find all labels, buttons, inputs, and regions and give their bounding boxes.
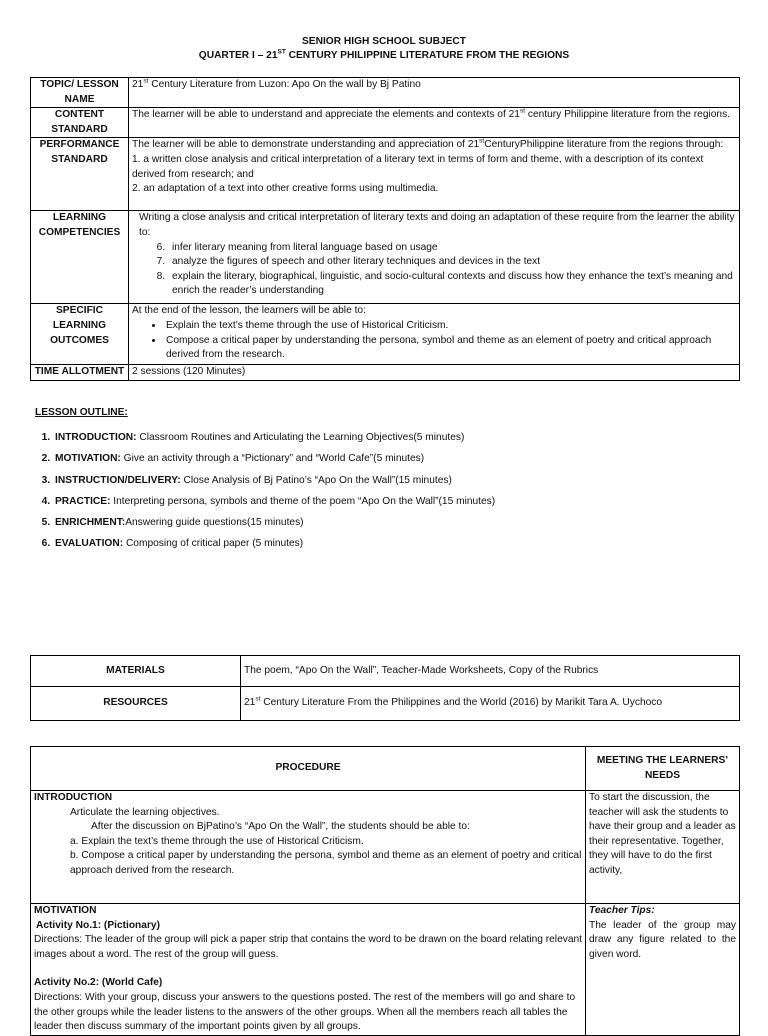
competencies-value	[129, 211, 740, 304]
procedure-table	[30, 746, 740, 1036]
outcome-item: • Explain the text’s theme through the use of Historical Criticism.	[164, 319, 736, 334]
activity2-directions: Directions: With your group, discuss your answers to the questions posted. The rest of the members will go and share to the other groups while the leader listens to the answers of the other groups. When all the members reach all tables the leader then discuss summary of the important points given by all groups.	[34, 991, 576, 1033]
content-text-end: century Philippine literature from the regions.	[525, 109, 730, 121]
learners-needs-header: MEETING THE LEARNERS’ NEEDS	[586, 747, 740, 791]
outline-item	[53, 474, 753, 495]
resources-value	[241, 687, 740, 721]
motivation-row	[31, 904, 740, 1036]
content-standard-row	[31, 108, 740, 138]
resources-text-end: Century Literature From the Philippines and the World (2016) by Marikit Tara A. Uychoco	[260, 697, 663, 709]
lesson-info-table	[30, 77, 740, 381]
introduction-row	[31, 791, 740, 904]
time-allotment-label: TIME ALLOTMENT	[31, 365, 129, 381]
teacher-tips-title: Teacher Tips:	[589, 905, 655, 916]
topic-text: 21	[132, 79, 144, 90]
procedure-header: PROCEDURE	[31, 747, 586, 791]
performance-standard-value	[129, 138, 740, 211]
outcomes-row	[31, 304, 740, 365]
activity1-directions: Directions: The leader of the group will pick a paper strip that contains the word to be drawn on the board relating relevant images about a word. The rest of the group will guess.	[34, 934, 582, 960]
introduction-line: Articulate the learning objectives.	[70, 806, 220, 818]
content-standard-label: CONTENT STANDARD	[31, 108, 129, 138]
header-line2-text: QUARTER I – 21	[198, 50, 278, 61]
materials-value: The poem, “Apo On the Wall”, Teacher-Made Worksheets, Copy of the Rubrics	[241, 656, 740, 687]
outline-item-text: Answering guide questions(15 minutes)	[125, 517, 304, 529]
resources-row	[31, 687, 740, 721]
outline-item-label: INSTRUCTION/DELIVERY:	[55, 474, 181, 486]
document-header-line2	[0, 49, 768, 64]
motivation-cell	[31, 904, 586, 1036]
outline-item-label: EVALUATION:	[55, 538, 124, 550]
outline-item-text: Classroom Routines and Articulating the Learning Objectives(5 minutes)	[136, 432, 465, 443]
performance-sup: st	[479, 137, 485, 145]
topic-row	[31, 78, 740, 108]
header-line2-sup: ST	[277, 48, 286, 56]
outcome-item: • Compose a critical paper by understanding the persona, symbol and theme as an element of poetry and critical approach derived from the research.	[164, 334, 736, 363]
topic-sup: st	[143, 77, 149, 85]
lesson-outline-list	[35, 431, 753, 559]
competency-item: 8. explain the literary, biographical, linguistic, and socio-cultural contexts and discuss how they enhance the text’s meaning and enrich the reader’s understanding	[168, 270, 736, 299]
performance-standard-label: PERFORMANCE STANDARD	[31, 138, 129, 211]
performance-text-end: CenturyPhilippine literature from the regions through:	[484, 139, 724, 151]
outcomes-value	[129, 304, 740, 365]
competencies-intro: Writing a close analysis and critical interpretation of literary texts and doing an adaptation of these require from the learner the ability to:	[139, 212, 735, 238]
introduction-line: After the discussion on BjPatino’s “Apo On the Wall”, the students should be able to:	[91, 821, 470, 833]
outcomes-label: SPECIFIC LEARNING OUTCOMES	[31, 304, 129, 365]
performance-item-1: 1. a written close analysis and critical interpretation of a literary text in terms of form and theme, with a description of its context derived from research; and	[132, 153, 704, 180]
topic-text-end: Century Literature from Luzon: Apo On the wall by Bj Patino	[148, 79, 421, 90]
activity2-title: Activity No.2: (World Cafe)	[34, 977, 163, 989]
competency-item: 6. infer literary meaning from literal language based on usage	[168, 241, 736, 256]
competencies-label: LEARNING COMPETENCIES	[31, 211, 129, 304]
performance-standard-row	[31, 138, 740, 211]
time-allotment-row	[31, 365, 740, 381]
competency-item: 7. analyze the figures of speech and other literary techniques and devices in the text	[168, 255, 736, 270]
motivation-needs-cell	[586, 904, 740, 1036]
resources-sup: st	[255, 695, 261, 703]
resources-text: 21	[244, 697, 256, 709]
outline-item-label: INTRODUCTION:	[55, 432, 137, 443]
teacher-tips-text: The leader of the group may draw any figure related to the given word.	[589, 919, 736, 960]
outline-item-label: ENRICHMENT:	[55, 517, 126, 529]
performance-intro	[132, 138, 736, 153]
outline-item-label: MOTIVATION:	[55, 453, 121, 465]
motivation-title: MOTIVATION	[34, 905, 97, 916]
materials-row	[31, 656, 740, 687]
performance-text: The learner will be able to demonstrate understanding and appreciation of 21	[132, 139, 480, 151]
outline-item-text: Give an activity through a “Pictionary” and “World Cafe”(5 minutes)	[120, 453, 425, 465]
outcomes-list	[132, 319, 736, 363]
outline-item-label: PRACTICE:	[55, 495, 111, 507]
introduction-cell	[31, 791, 586, 904]
document-header-line1: SENIOR HIGH SCHOOL SUBJECT	[302, 36, 466, 47]
outline-item	[53, 452, 753, 473]
competencies-row	[31, 211, 740, 304]
outline-item	[53, 495, 753, 516]
topic-label: TOPIC/ LESSON NAME	[31, 78, 129, 108]
outline-item	[53, 537, 753, 558]
content-text: The learner will be able to understand and appreciate the elements and contexts of 21	[132, 109, 520, 121]
outline-item-text: Interpreting persona, symbols and theme of the poem “Apo On the Wall”(15 minutes)	[110, 495, 496, 507]
competencies-list	[132, 241, 736, 299]
header-line2-text-end: CENTURY PHILIPPINE LITERATURE FROM THE REGIONS	[285, 50, 570, 61]
activity1-title: Activity No.1: (Pictionary)	[36, 919, 160, 931]
outline-item-text: Close Analysis of Bj Patino’s “Apo On the Wall”(15 minutes)	[180, 474, 452, 486]
introduction-needs-cell: To start the discussion, the teacher will ask the students to have their group and a leader as their representative. Together, they will have to do the first activity,	[586, 791, 740, 904]
outline-item	[53, 516, 753, 537]
time-allotment-value: 2 sessions (120 Minutes)	[129, 365, 740, 381]
outcomes-intro: At the end of the lesson, the learners will be able to:	[132, 305, 366, 317]
introduction-title: INTRODUCTION	[34, 792, 113, 803]
materials-label: MATERIALS	[31, 656, 241, 687]
lesson-outline-title: LESSON OUTLINE:	[35, 407, 128, 418]
performance-item-2: 2. an adaptation of a text into other creative forms using multimedia.	[132, 183, 439, 195]
materials-table	[30, 655, 740, 721]
outline-item	[53, 431, 753, 452]
content-standard-value	[129, 108, 740, 138]
procedure-header-row	[31, 747, 740, 791]
resources-label: RESOURCES	[31, 687, 241, 721]
topic-value	[129, 78, 740, 108]
introduction-objective: a. Explain the text’s theme through the use of Historical Criticism.	[70, 835, 364, 847]
introduction-objective: b. Compose a critical paper by understanding the persona, symbol and theme as an element of poetry and critical approach derived from the research.	[70, 850, 582, 876]
outline-item-text: Composing of critical paper (5 minutes)	[123, 538, 304, 550]
content-sup: st	[519, 107, 526, 115]
